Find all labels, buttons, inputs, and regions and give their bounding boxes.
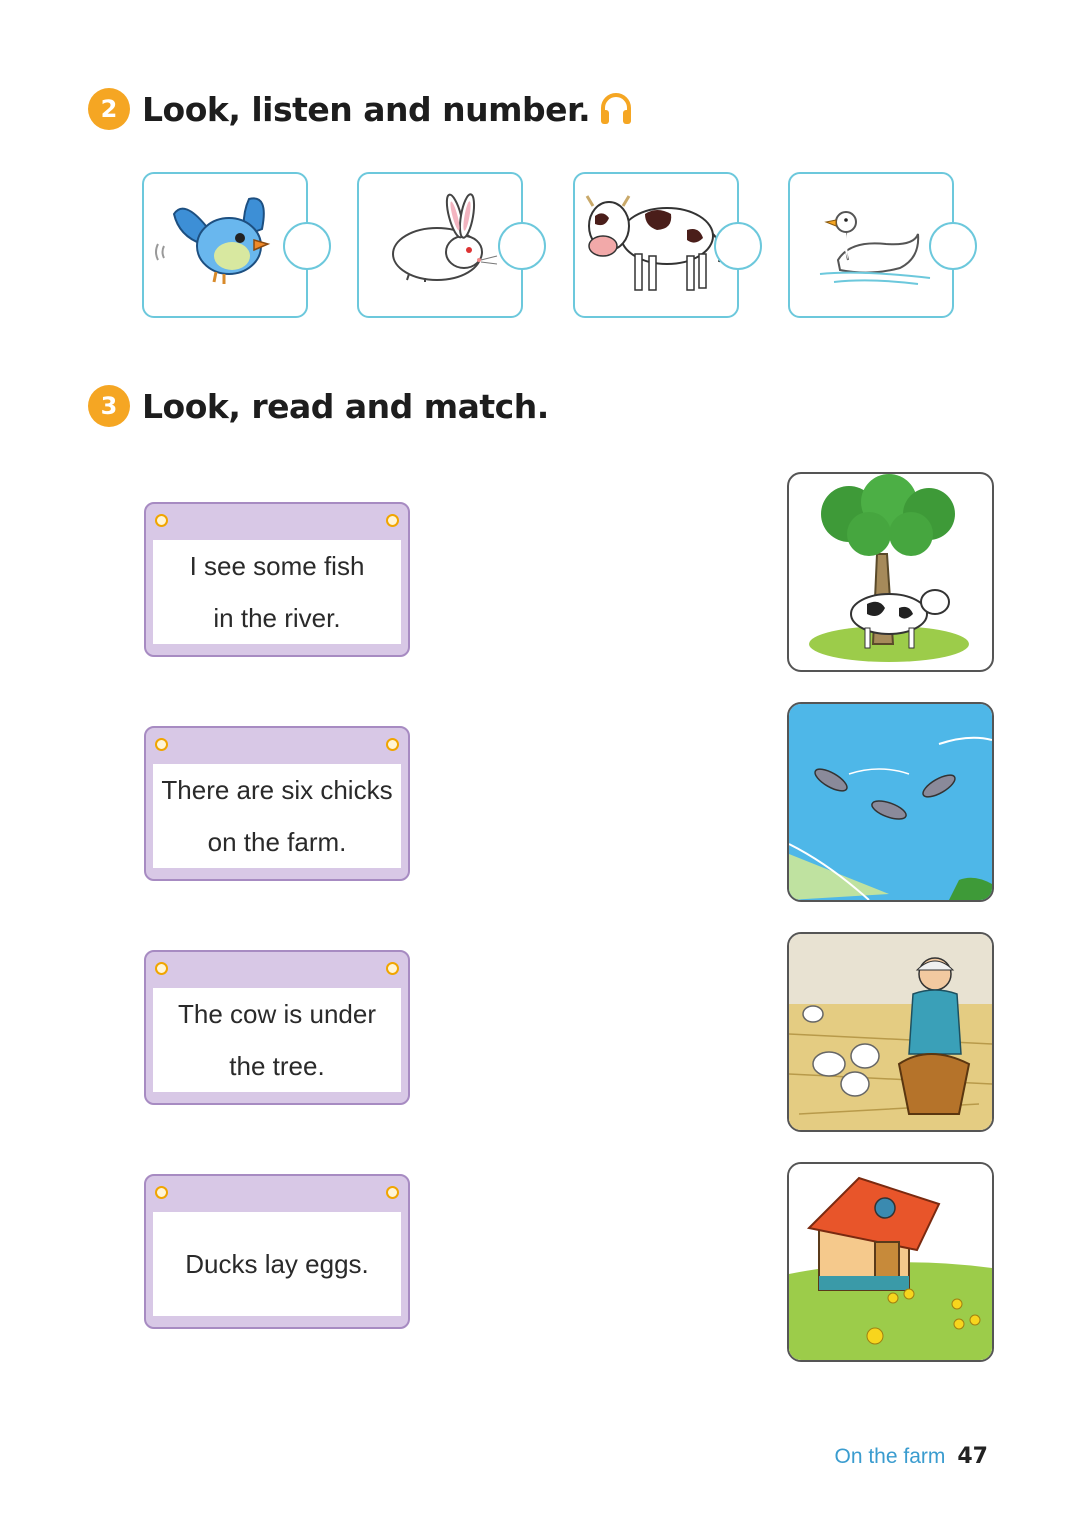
puzzle-piece-duck	[788, 172, 954, 318]
sentence-line: on the farm.	[207, 827, 347, 857]
card-hole	[386, 962, 399, 975]
exercise-number-badge: 3	[88, 385, 130, 427]
page-footer	[834, 1444, 988, 1469]
sentence-card[interactable]	[144, 1174, 410, 1329]
card-hole	[155, 738, 168, 751]
puzzle-piece-cow	[573, 172, 739, 318]
card-hole	[386, 1186, 399, 1199]
card-text-area	[153, 540, 401, 644]
fish-in-river-illustration	[789, 704, 992, 900]
sentence-card[interactable]	[144, 950, 410, 1105]
card-hole	[155, 1186, 168, 1199]
bird-illustration	[144, 174, 306, 316]
unit-title: On the farm	[834, 1445, 946, 1468]
picture-farmer-ducks-eggs[interactable]	[787, 932, 994, 1132]
sentence-line: The cow is under	[178, 999, 376, 1029]
exercise-2-heading	[88, 88, 634, 130]
card-hole	[386, 514, 399, 527]
number-circle[interactable]	[929, 222, 977, 270]
chicks-coop-illustration	[789, 1164, 992, 1360]
exercise-3-heading	[88, 385, 549, 427]
number-circle[interactable]	[714, 222, 762, 270]
card-text-area	[153, 988, 401, 1092]
card-hole	[155, 514, 168, 527]
number-circle[interactable]	[498, 222, 546, 270]
picture-chicks-coop[interactable]	[787, 1162, 994, 1362]
card-hole	[155, 962, 168, 975]
exercise-title: Look, read and match.	[142, 386, 549, 426]
card-hole	[386, 738, 399, 751]
puzzle-piece-bird	[142, 172, 308, 318]
sentence-card[interactable]	[144, 726, 410, 881]
cow-illustration	[575, 174, 737, 316]
exercise-title: Look, listen and number.	[142, 89, 591, 129]
duck-illustration	[790, 174, 952, 316]
puzzle-piece-rabbit	[357, 172, 523, 318]
card-text-area	[153, 764, 401, 868]
rabbit-illustration	[359, 174, 521, 316]
picture-cow-under-tree[interactable]	[787, 472, 994, 672]
number-circle[interactable]	[283, 222, 331, 270]
sentence-line: Ducks lay eggs.	[185, 1249, 369, 1279]
page-number: 47	[957, 1444, 988, 1469]
card-text-area	[153, 1212, 401, 1316]
headphones-icon[interactable]	[598, 91, 634, 127]
farmer-ducks-eggs-illustration	[789, 934, 992, 1130]
picture-fish-in-river[interactable]	[787, 702, 994, 902]
sentence-card[interactable]	[144, 502, 410, 657]
cow-under-tree-illustration	[789, 474, 992, 670]
sentence-line: I see some fish	[189, 551, 365, 581]
exercise-number-badge: 2	[88, 88, 130, 130]
sentence-line: in the river.	[213, 603, 341, 633]
sentence-line: the tree.	[229, 1051, 325, 1081]
sentence-line: There are six chicks	[161, 775, 393, 805]
